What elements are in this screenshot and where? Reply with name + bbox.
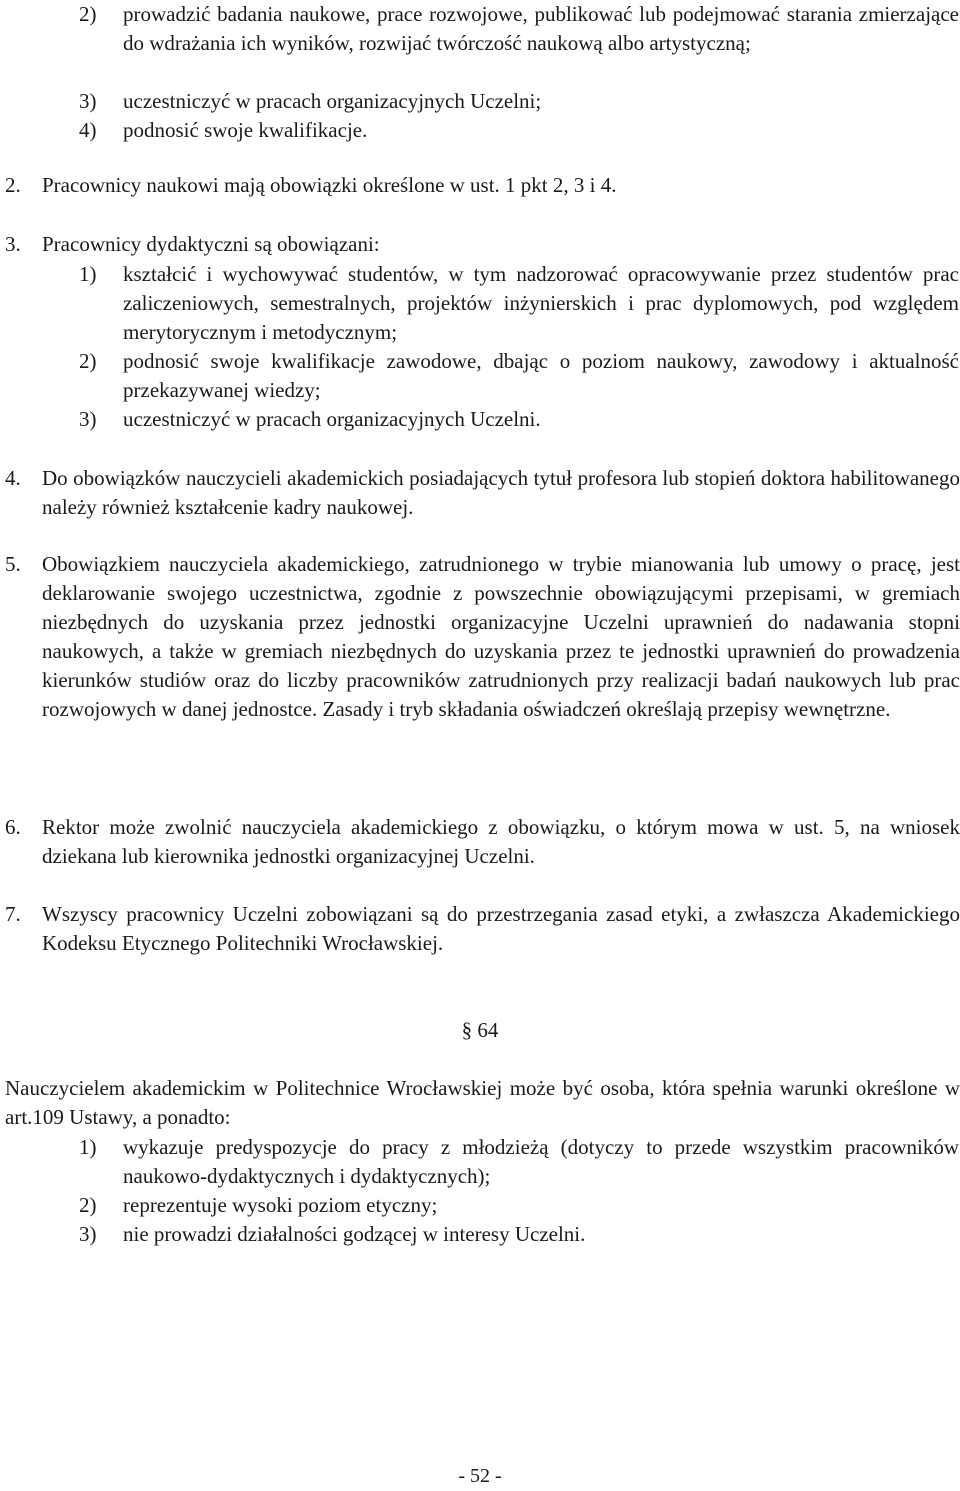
list-text: kształcić i wychowywać studentów, w tym nadzorować opracowywanie przez studentów prac zaliczeniowych, semestralnych, projektów inżynierskich i prac dyplomowych, pod względem merytorycznym i metodycznym; xyxy=(123,262,959,344)
list-text: prowadzić badania naukowe, prace rozwojowe, publikować lub podejmować starania zmierzające do wdrażania ich wyników, rozwijać twórczość naukową albo artystyczną; xyxy=(123,2,959,55)
list-text: nie prowadzi działalności godzącej w interesy Uczelni. xyxy=(123,1222,586,1246)
list-number: 3) xyxy=(79,407,97,431)
section-text: Do obowiązków nauczycieli akademickich posiadających tytuł profesora lub stopień doktora habilitowanego należy również kształcenie kadry naukowej. xyxy=(42,466,960,519)
list-text: uczestniczyć w pracach organizacyjnych Uczelni; xyxy=(123,89,542,113)
section-number: 6. xyxy=(5,815,21,839)
list-number: 3) xyxy=(79,89,97,113)
section-number: 7. xyxy=(5,902,21,926)
section-number: 2. xyxy=(5,173,21,197)
section-text: Rektor może zwolnić nauczyciela akademickiego z obowiązku, o którym mowa w ust. 5, na wniosek dziekana lub kierownika jednostki organizacyjnej Uczelni. xyxy=(42,815,960,868)
list-item xyxy=(79,87,959,116)
list-number: 4) xyxy=(79,118,97,142)
section-text: Obowiązkiem nauczyciela akademickiego, zatrudnionego w trybie mianowania lub umowy o pracę, jest deklarowanie swojego uczestnictwa, zgodnie z powszechnie obowiązującymi przepisami, w gremiach niezbędnych do uzyskania przez jednostki organizacyjne Uczelni uprawnień do nadawania stopni naukowych, a także w gremiach niezbędnych do uzyskania przez te jednostki uprawnień do prowadzenia kierunków studiów oraz do liczby pracowników zatrudnionych przy realizacji badań naukowych lub prac rozwojowych w danej jednostce. Zasady i tryb składania oświadczeń określają przepisy wewnętrzne. xyxy=(42,552,960,721)
list-text: podnosić swoje kwalifikacje. xyxy=(123,118,368,142)
list-number: 2) xyxy=(79,1193,97,1217)
list-text: wykazuje predyspozycje do pracy z młodzieżą (dotyczy to przede wszystkim pracowników naukowo-dydaktycznych i dydaktycznych); xyxy=(123,1135,959,1188)
list-text: podnosić swoje kwalifikacje zawodowe, dbając o poziom naukowy, zawodowy i aktualność przekazywanej wiedzy; xyxy=(123,349,959,402)
list-item xyxy=(79,0,959,88)
section-text: Pracownicy dydaktyczni są obowiązani: xyxy=(42,232,380,256)
section-number: 4. xyxy=(5,466,21,490)
list-text: reprezentuje wysoki poziom etyczny; xyxy=(123,1193,438,1217)
list-item xyxy=(79,116,959,145)
section-text: Pracownicy naukowi mają obowiązki określone w ust. 1 pkt 2, 3 i 4. xyxy=(42,173,617,197)
section-number: 3. xyxy=(5,232,21,256)
list-number: 2) xyxy=(79,349,97,373)
section-text: Wszyscy pracownicy Uczelni zobowiązani są do przestrzegania zasad etyki, a zwłaszcza Akademickiego Kodeksu Etycznego Politechniki Wrocławskiej. xyxy=(42,902,960,955)
section-number: 5. xyxy=(5,552,21,576)
list-number: 1) xyxy=(79,1135,97,1159)
list-number: 1) xyxy=(79,262,97,286)
list-number: 3) xyxy=(79,1222,97,1246)
list-text: uczestniczyć w pracach organizacyjnych Uczelni. xyxy=(123,407,541,431)
intro-paragraph: Nauczycielem akademickim w Politechnice Wrocławskiej może być osoba, która spełnia warunki określone w art.109 Ustawy, a ponadto: xyxy=(5,1076,960,1129)
page-number: - 52 - xyxy=(458,1465,502,1487)
list-number: 2) xyxy=(79,2,97,26)
section-heading: § 64 xyxy=(461,1018,499,1042)
